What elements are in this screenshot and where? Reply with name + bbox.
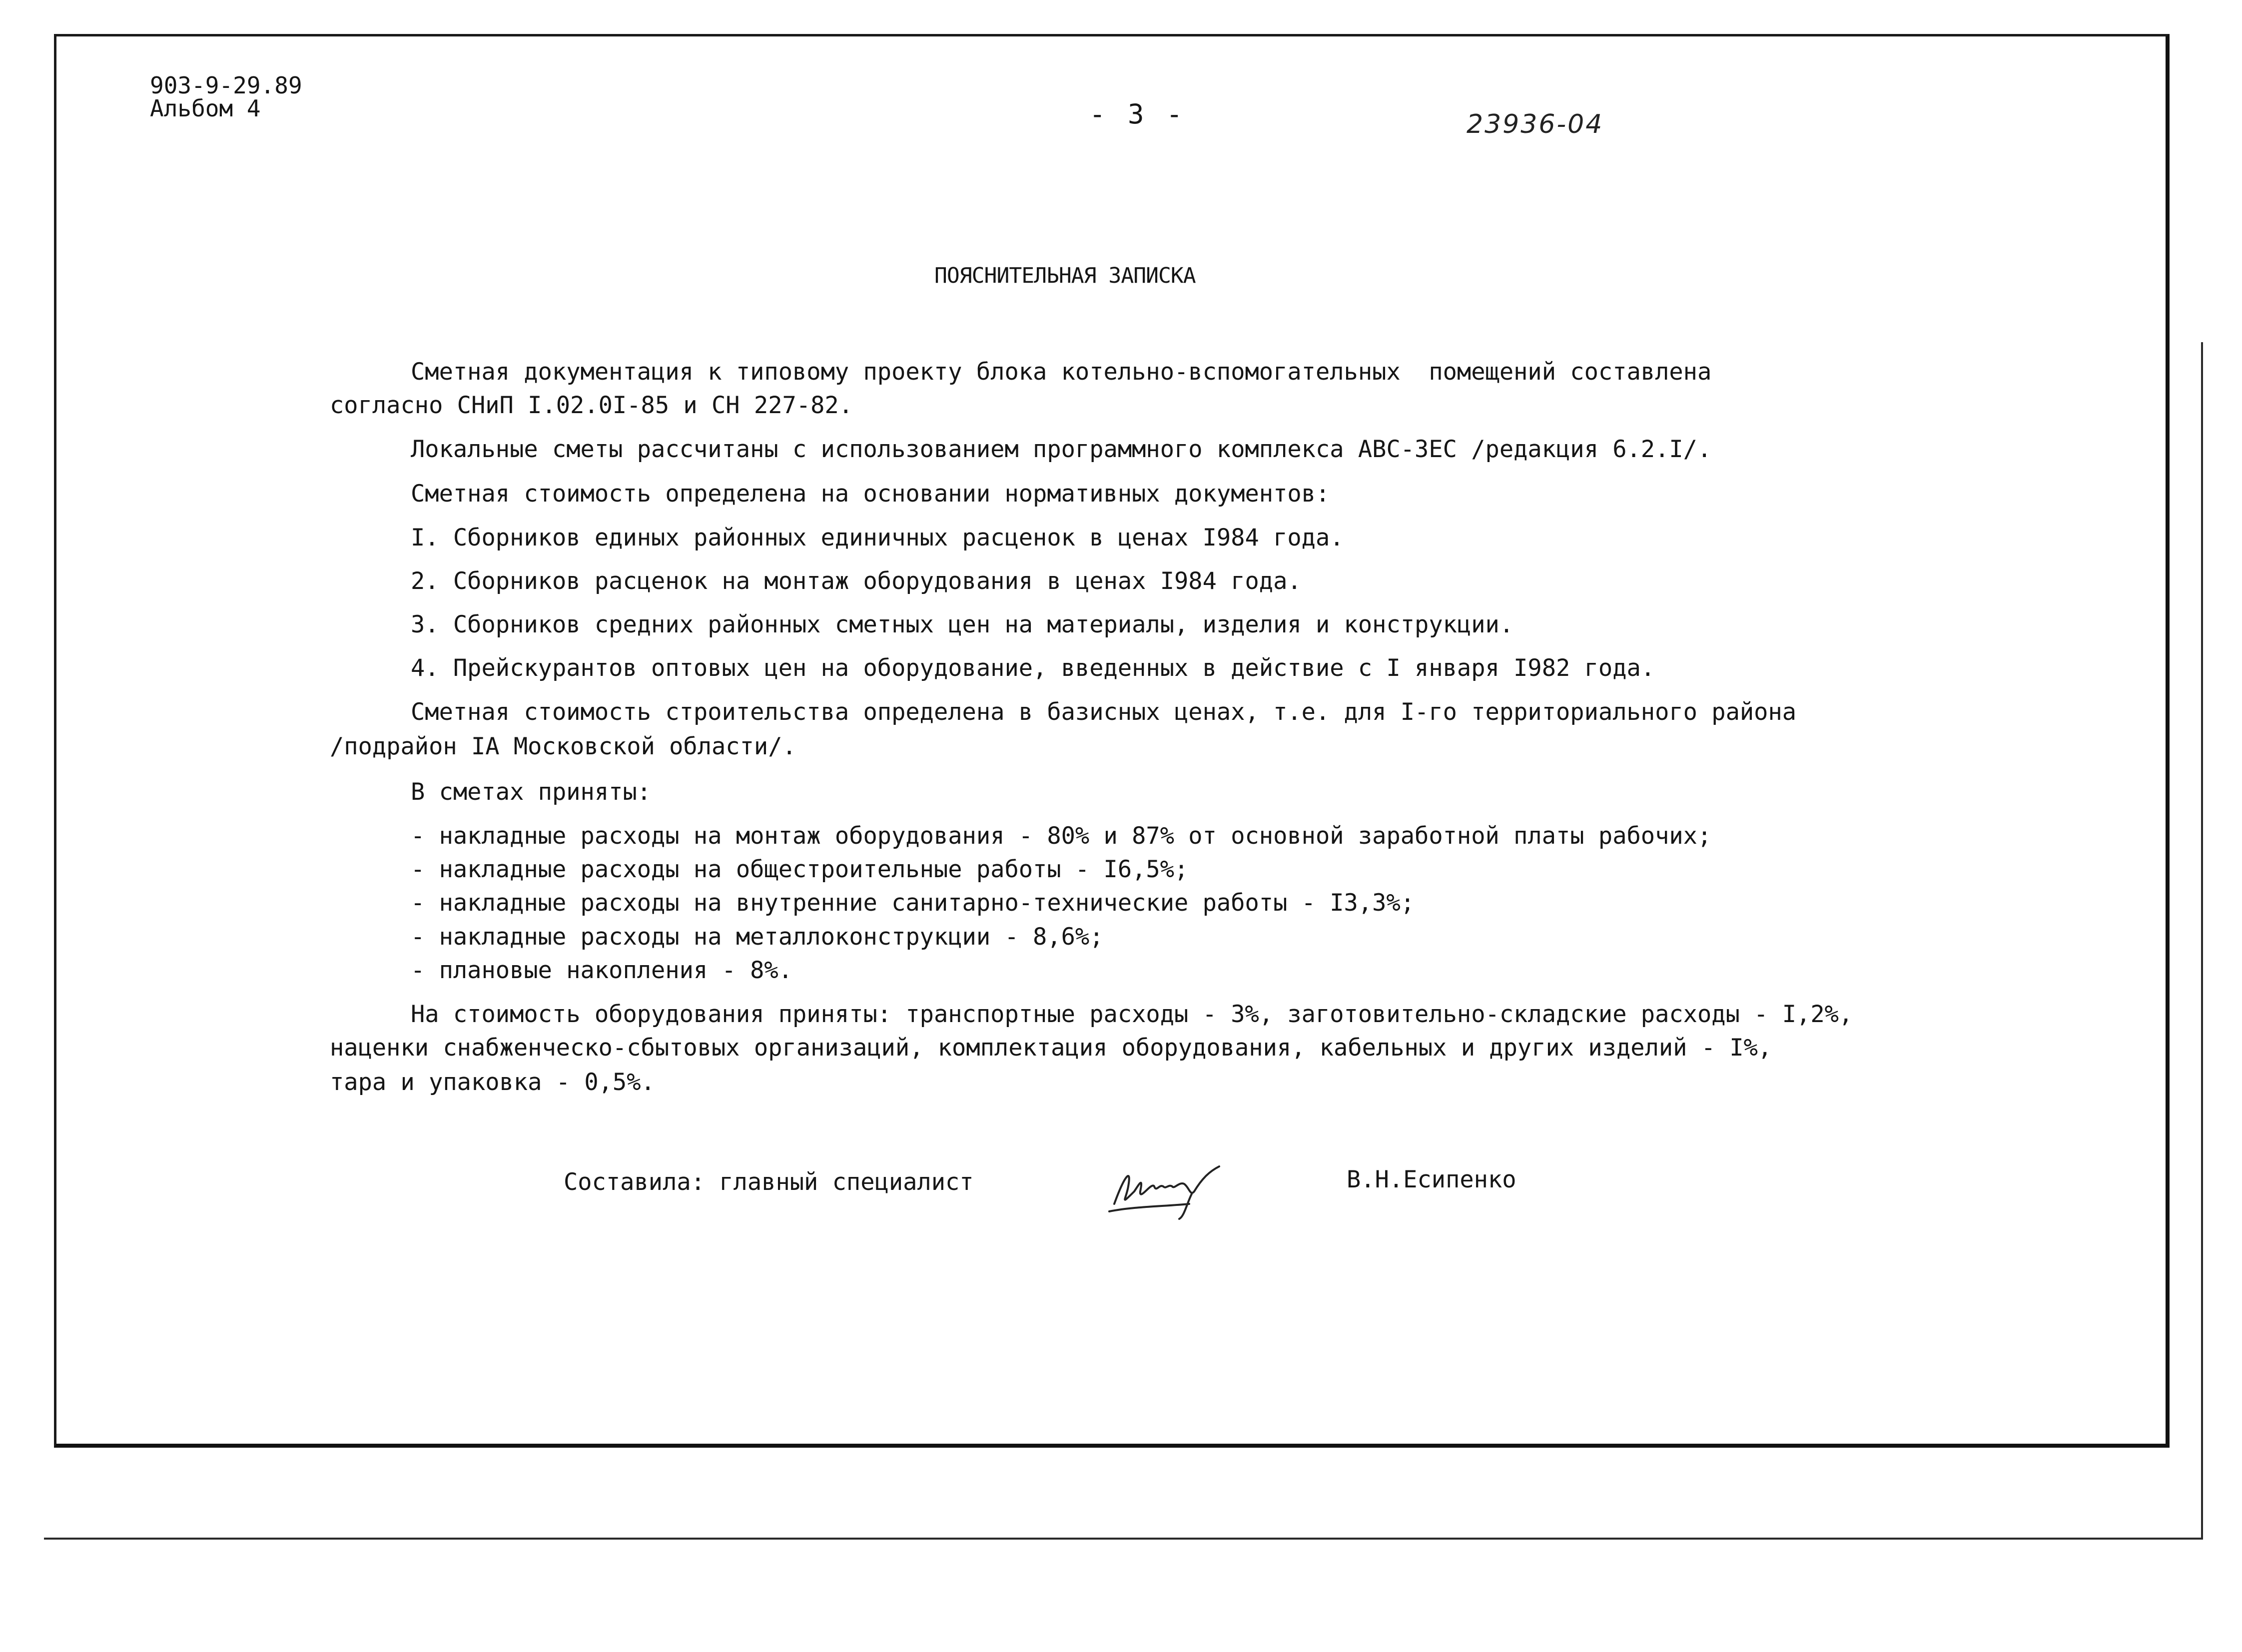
paragraph-line: На стоимость оборудования приняты: транспортные расходы - 3%, заготовительно-складские расходы - I,2%, — [411, 1001, 1853, 1028]
header-code — [150, 74, 302, 120]
project-code: 903-9-29.89 — [150, 72, 302, 99]
list-item: 3. Сборников средних районных сметных цен на материалы, изделия и конструкции. — [411, 611, 1514, 638]
signoff-label: Составила: главный специалист — [564, 1168, 974, 1196]
paragraph-line: /подрайон IА Московской области/. — [330, 733, 796, 760]
list-item: 2. Сборников расценок на монтаж оборудования в ценах I984 года. — [411, 567, 1302, 595]
paragraph-line: тара и упаковка - 0,5%. — [330, 1069, 655, 1096]
list-item: I. Сборников единых районных единичных расценок в ценах I984 года. — [411, 524, 1344, 551]
bullet-item: - накладные расходы на общестроительные работы - I6,5%; — [411, 856, 1189, 883]
paragraph-line: Сметная стоимость определена на основании нормативных документов: — [411, 480, 1330, 508]
paragraph-line: Сметная стоимость строительства определена в базисных ценах, т.е. для I-го территориального района — [411, 698, 1797, 726]
sheet-edge-bottom — [44, 1538, 2203, 1540]
signoff-name: В.Н.Есипенко — [1347, 1166, 1516, 1193]
bullet-item: - плановые накопления - 8%. — [411, 957, 793, 984]
bullet-item: - накладные расходы на внутренние санитарно-технические работы - I3,3%; — [411, 889, 1415, 917]
paragraph-line: В сметах приняты: — [411, 778, 652, 806]
bullet-item: - накладные расходы на металлоконструкции - 8,6%; — [411, 923, 1104, 951]
paragraph-line: согласно СНиП I.02.0I-85 и СН 227-82. — [330, 392, 853, 419]
document-title: ПОЯСНИТЕЛЬНАЯ ЗАПИСКА — [934, 263, 1196, 288]
page-number: - 3 - — [1089, 98, 1186, 130]
signature-icon — [1104, 1156, 1254, 1221]
document-number: 23936-04 — [1467, 109, 1604, 139]
list-item: 4. Прейскурантов оптовых цен на оборудование, введенных в действие с I января I982 года. — [411, 654, 1655, 682]
sheet-edge-right — [2201, 342, 2203, 1539]
album-label: Альбом 4 — [150, 95, 261, 122]
paragraph-line: Сметная документация к типовому проекту блока котельно-вспомогательных помещений составлена — [411, 358, 1712, 386]
paragraph-line: наценки снабженческо-сбытовых организаций, комплектация оборудования, кабельных и других изделий - I%, — [330, 1034, 1772, 1062]
paragraph-line: Локальные сметы рассчитаны с использованием программного комплекса АВС-ЗЕС /редакция 6.2.I/. — [411, 436, 1712, 463]
bullet-item: - накладные расходы на монтаж оборудования - 80% и 87% от основной заработной платы рабочих; — [411, 822, 1712, 850]
